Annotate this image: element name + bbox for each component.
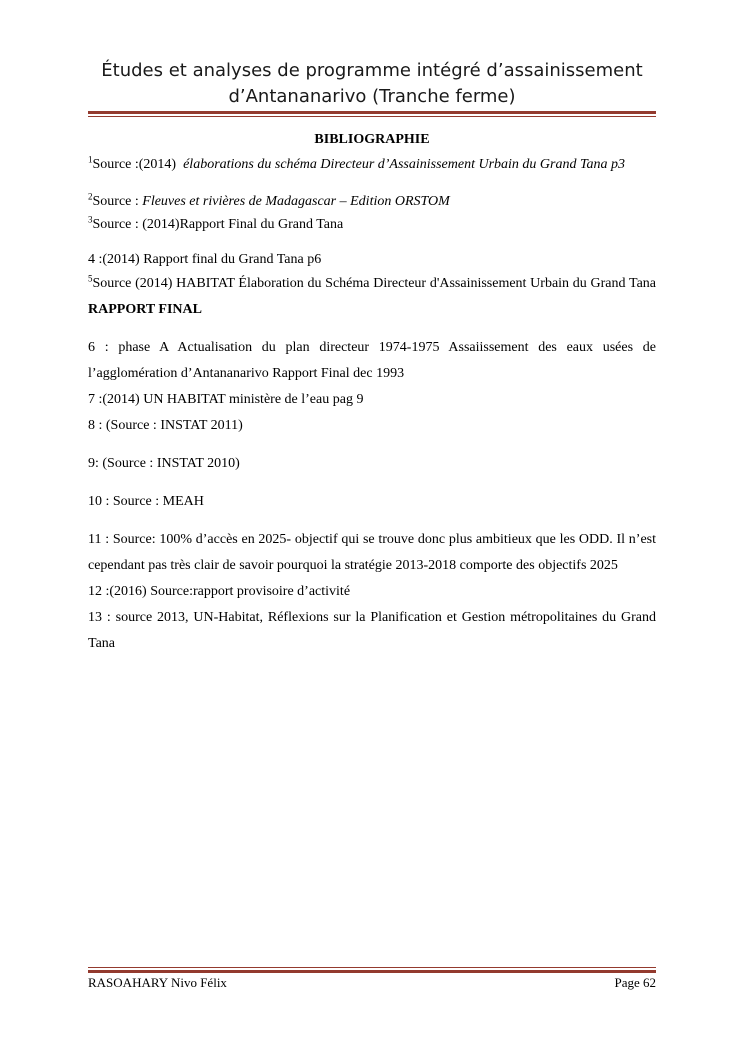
entry-1-title: élaborations du schéma Directeur d’Assainissement Urbain du Grand Tana p3 bbox=[183, 157, 625, 172]
header-title-line2: d’Antananarivo (Tranche ferme) bbox=[228, 86, 516, 107]
bibliography-entry-6 bbox=[88, 335, 656, 387]
bibliography-entry-10 bbox=[88, 489, 656, 515]
entry-7-text: 7 :(2014) UN HABITAT ministère de l’eau pag 9 bbox=[88, 392, 364, 407]
footer-rule-thin bbox=[88, 967, 656, 968]
entry-4-text: 4 :(2014) Rapport final du Grand Tana p6 bbox=[88, 252, 322, 267]
bibliography-entry-4 bbox=[88, 248, 656, 271]
bibliography-section bbox=[88, 130, 656, 657]
entry-12-text: 12 :(2016) Source:rapport provisoire d’activité bbox=[88, 584, 351, 599]
entry-6-text: 6 : phase A Actualisation du plan directeur 1974-1975 Assaiissement des eaux usées de l’agglomération d’Antananarivo Rapport Final dec 1993 bbox=[88, 340, 656, 381]
bibliography-entry-11 bbox=[88, 527, 656, 579]
footnote-marker-5: 5 bbox=[88, 273, 93, 284]
entry-9-text: 9: (Source : INSTAT 2010) bbox=[88, 456, 240, 471]
header-rule-thick bbox=[88, 111, 656, 114]
header-title-line1: Études et analyses de programme intégré d’assainissement bbox=[101, 60, 643, 81]
footer-rule-thick bbox=[88, 970, 656, 973]
footnote-marker-1: 1 bbox=[88, 154, 93, 165]
entry-3-text: Source : (2014)Rapport Final du Grand Tana bbox=[92, 217, 344, 232]
page-header-title bbox=[88, 58, 656, 110]
entry-2-title: Fleuves et rivières de Madagascar – Edition ORSTOM bbox=[142, 194, 450, 209]
entry-5-bold: RAPPORT FINAL bbox=[88, 302, 202, 317]
entry-2-prefix: Source : bbox=[92, 194, 143, 209]
bibliography-entry-3 bbox=[88, 213, 656, 236]
bibliography-entry-5 bbox=[88, 271, 656, 323]
entry-10-text: 10 : Source : MEAH bbox=[88, 494, 204, 509]
entry-8-text: 8 : (Source : INSTAT 2011) bbox=[88, 418, 243, 433]
entry-11-text: 11 : Source: 100% d’accès en 2025- objectif qui se trouve donc plus ambitieux que les ODD. Il n’est cependant pas très clair de savoir pourquoi la stratégie 2013-2018 comporte des objectifs 2025 bbox=[88, 532, 656, 573]
footer-page-number: Page 62 bbox=[614, 975, 656, 990]
entry-1-prefix: Source :(2014) bbox=[92, 157, 184, 172]
bibliography-entry-7 bbox=[88, 387, 656, 413]
footnote-marker-2: 2 bbox=[88, 191, 93, 202]
entry-5-text: Source (2014) HABITAT Élaboration du Schéma Directeur d'Assainissement Urbain du Grand Tana bbox=[92, 276, 656, 291]
bibliography-entry-9 bbox=[88, 451, 656, 477]
bibliography-entry-12 bbox=[88, 579, 656, 605]
bibliography-entry-8 bbox=[88, 413, 656, 439]
bibliography-entry-1 bbox=[88, 152, 656, 178]
entry-13-text: 13 : source 2013, UN-Habitat, Réflexions sur la Planification et Gestion métropolitaines du Grand Tana bbox=[88, 610, 656, 651]
header-rule-thin bbox=[88, 116, 656, 117]
footer-author: RASOAHARY Nivo Félix bbox=[88, 975, 227, 990]
bibliography-heading: BIBLIOGRAPHIE bbox=[314, 132, 430, 147]
footnote-marker-3: 3 bbox=[88, 214, 93, 225]
bibliography-entry-2 bbox=[88, 190, 656, 213]
bibliography-entry-13 bbox=[88, 605, 656, 657]
